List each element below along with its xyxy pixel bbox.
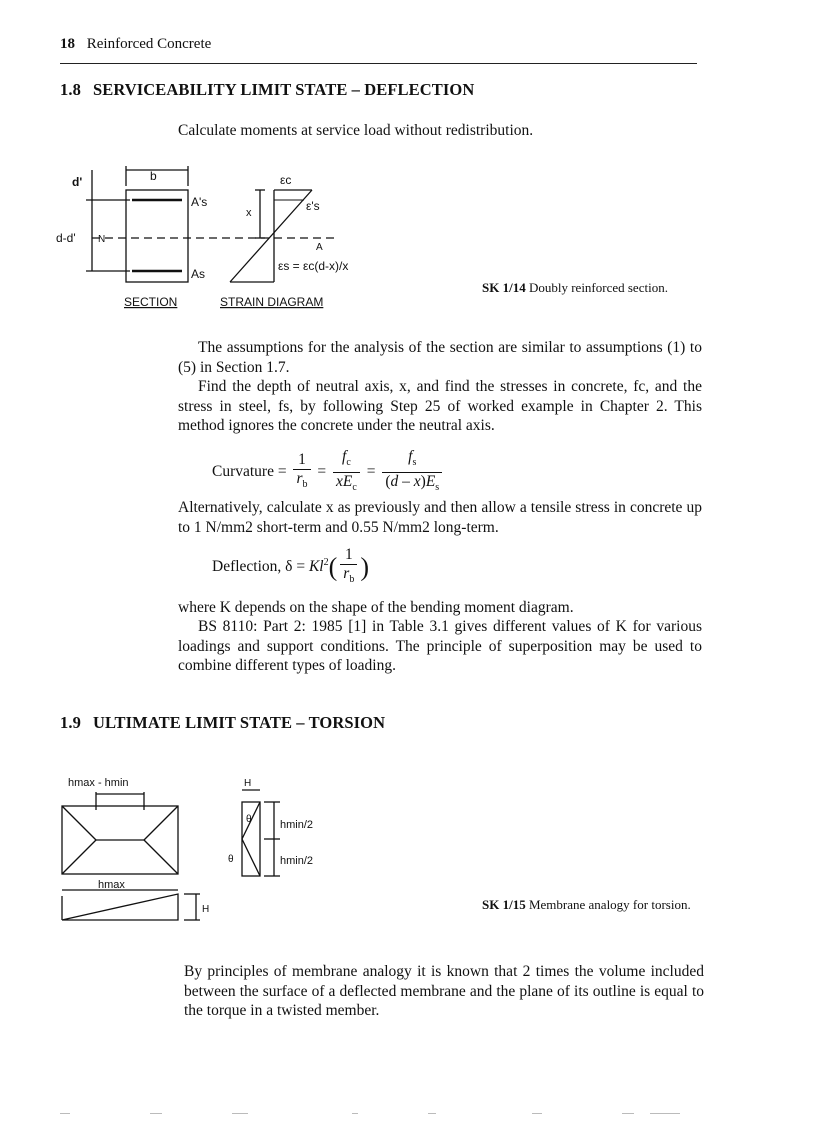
label-As-prime: A's: [191, 195, 208, 209]
label-H-side: H: [202, 904, 210, 915]
scan-artifact: [532, 1113, 542, 1114]
label-hmin-half-bottom: hmin/2: [280, 855, 314, 867]
caption-id: SK 1/14: [482, 280, 526, 295]
scan-artifact: [232, 1113, 248, 1114]
section-title: ULTIMATE LIMIT STATE – TORSION: [92, 713, 386, 732]
section-heading-1-9: [60, 713, 385, 733]
scan-artifact: [650, 1113, 680, 1114]
deflection-label: Deflection, δ: [212, 558, 293, 576]
membrane-analogy-figure: [50, 770, 340, 935]
paragraph-assumptions: The assumptions for the analysis of the section are similar to assumptions (1) to (5) in Section 1.7.: [178, 339, 702, 376]
label-d-prime: d': [72, 175, 83, 189]
scan-artifact: [60, 1113, 70, 1114]
label-x: x: [246, 207, 252, 219]
label-hmax: hmax: [98, 879, 125, 891]
label-strain-diagram: STRAIN DIAGRAM: [220, 295, 324, 309]
paragraph-bs8110: BS 8110: Part 2: 1985 [1] in Table 3.1 gives different values of K for various loadings and support conditions. The principle of superposition may be used to combine different types of loading.: [178, 618, 702, 674]
label-d-minus-d-prime: d-d': [56, 231, 76, 245]
label-A: A: [316, 242, 323, 253]
paragraph-tensile-stress: Alternatively, calculate x as previously and then allow a tensile stress in concrete up to 1 N/mm2 short-term and 0.55 N/mm2 long-term.: [178, 499, 702, 536]
label-section: SECTION: [124, 295, 178, 309]
scan-artifact: [622, 1113, 634, 1114]
scan-artifact: [428, 1113, 436, 1114]
caption-text: Membrane analogy for torsion.: [528, 897, 691, 912]
label-theta-top: θ: [246, 814, 252, 825]
label-N: N: [98, 234, 106, 245]
running-header: [60, 36, 211, 53]
page-number: 18: [60, 36, 75, 52]
label-eps-s-prime: ε's: [306, 199, 320, 213]
label-hmin-half-top: hmin/2: [280, 819, 314, 831]
label-hmax-minus-hmin: hmax - hmin: [68, 777, 129, 789]
curvature-label: Curvature: [212, 463, 274, 481]
caption-id: SK 1/15: [482, 897, 526, 912]
section-number: 1.8: [60, 80, 81, 99]
section-number: 1.9: [60, 713, 81, 732]
figure-caption-sk-1-15: [482, 897, 692, 913]
label-theta-bottom: θ: [228, 854, 234, 865]
caption-text: Doubly reinforced section.: [528, 280, 668, 295]
scan-artifact: [352, 1113, 358, 1114]
header-rule: [60, 63, 697, 64]
deflection-equation: Deflection, $\delta = Kl^2$( $\frac{1}{r_b}$ ): [212, 546, 370, 586]
section-outline: [126, 190, 188, 282]
doubly-reinforced-section-figure: [50, 158, 380, 316]
curvature-equation: Curvature = $\frac{1}{r_b}$ = $\frac{f_c}{xE_c}$ = $\frac{f_s}{(d - x)E_s}$: [212, 448, 445, 497]
intro-text: Calculate moments at service load without redistribution.: [178, 122, 534, 139]
label-H-top: H: [244, 778, 252, 789]
label-strain-equation: εs = εc(d-x)/x: [278, 259, 349, 273]
scan-artifact: [150, 1113, 162, 1114]
label-b: b: [150, 169, 157, 183]
section-title: SERVICEABILITY LIMIT STATE – DEFLECTION: [92, 80, 475, 99]
label-As: As: [191, 267, 206, 281]
figure-caption-sk-1-14: [482, 280, 682, 296]
paragraph-neutral-axis: Find the depth of neutral axis, x, and find the stresses in concrete, fc, and the stress in steel, fs, by following Step 25 of worked example in Chapter 2. This method ignores the concrete under the neutral axis.: [178, 378, 702, 434]
paragraph-k-depends: where K depends on the shape of the bending moment diagram.: [178, 599, 574, 616]
section-heading-1-8: [60, 80, 474, 100]
label-eps-c: εc: [280, 173, 292, 187]
running-title: Reinforced Concrete: [86, 36, 212, 52]
paragraph-membrane-analogy: By principles of membrane analogy it is known that 2 times the volume included between the surface of a deflected membrane and the plane of its outline is equal to the torque in a twisted member.: [184, 963, 704, 1019]
